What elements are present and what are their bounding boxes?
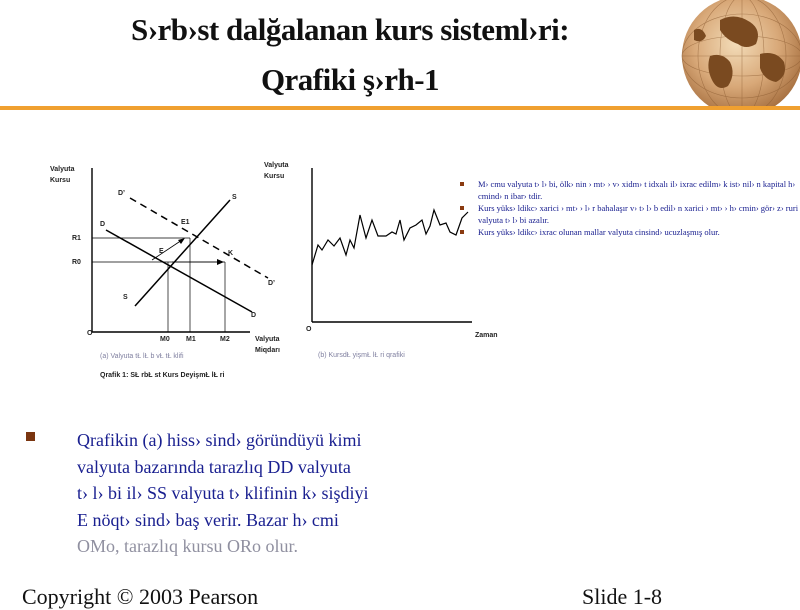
main-bullet-text <box>77 427 477 560</box>
label-e: E <box>159 248 164 255</box>
title-underline <box>0 106 800 110</box>
main-text-line: t› l› bi il› SS valyuta t› klifinin k› sişdiyi <box>77 483 369 503</box>
graph-b-y-label-2: Kursu <box>264 173 285 180</box>
main-text-line: E nöqt› sind› baş verir. Bazar h› cmi <box>77 509 339 530</box>
label-s-top: S <box>232 194 237 201</box>
side-bullet-item: Kurs yüks› ldikc› ixrac olunan mallar valyuta cinsind› ucuzlaşmış olur. <box>460 226 800 238</box>
slide-title-line-2: Qrafiki ş›rh-1 <box>260 62 440 97</box>
label-d-prime-top: D’ <box>118 190 125 197</box>
graph-a-origin: O <box>87 330 93 337</box>
exchange-rate-series <box>312 210 468 265</box>
main-text-line: Qrafikin (a) hiss› sind› göründüyü kimi <box>77 430 362 450</box>
label-e1: E1 <box>181 219 190 226</box>
supply-curve <box>135 200 230 306</box>
label-d-top: D <box>100 221 106 228</box>
graph-b-subcaption: (b) KursdŁ yişmŁ lŁ ri qrafiki <box>318 352 405 359</box>
graph-a-x-label-1: Valyuta <box>255 336 280 343</box>
footer-copyright: Copyright © 2003 Pearson <box>22 584 259 609</box>
label-m1: M1 <box>186 336 196 343</box>
label-m0: M0 <box>160 336 170 343</box>
graph-b-origin: O <box>306 326 312 333</box>
graph-a-x-label-2: Miqdarı <box>255 347 280 354</box>
side-bullet-item: M› cmu valyuta t› l› bi, ölk› nin › mt› › v› xidm› t idxalı il› ixrac edilm› k ist› nil› n kapital h› cmind› n ibar› tdir. <box>460 178 800 202</box>
label-s-bottom: S <box>123 294 128 301</box>
slide-title-line-1: S›rb›st dalğalanan kurs sisteml›ri: <box>130 12 570 47</box>
label-m2: M2 <box>220 336 230 343</box>
globe-image <box>680 0 800 108</box>
graph-b-y-label-1: Valyuta <box>264 162 289 169</box>
footer-slide-number: Slide 1-8 <box>582 584 663 609</box>
main-text-line: valyuta bazarında tarazlıq DD valyuta <box>77 456 351 477</box>
side-bullet-list <box>460 178 800 238</box>
label-d-bottom: D <box>251 312 257 319</box>
label-d-prime-bottom: D’ <box>268 280 275 287</box>
graph-a-caption: Qrafik 1: SŁ rbŁ st Kurs DeyişmŁ lŁ ri <box>100 372 225 379</box>
graph-a-y-label-1: Valyuta <box>50 166 75 173</box>
label-k: K <box>228 250 234 257</box>
label-r1: R1 <box>72 235 81 242</box>
label-r0: R0 <box>72 259 81 266</box>
main-bullet-marker <box>26 432 35 441</box>
graph-a-subcaption: (a) Valyuta tŁ lŁ b vŁ tŁ klifi <box>100 353 184 360</box>
graph-a-y-label-2: Kursu <box>50 177 71 184</box>
main-text-line: OMo, tarazlıq kursu ORo olur. <box>77 536 298 556</box>
graph-b-x-label: Zaman <box>475 332 498 339</box>
side-bullet-item: Kurs yüks› ldikc› xarici › mt› › l› r bahalaşır v› t› l› b edil› n xarici › mt› › h› cmin› gör› z› ruri valyuta t› l› bi azalır. <box>460 202 800 226</box>
